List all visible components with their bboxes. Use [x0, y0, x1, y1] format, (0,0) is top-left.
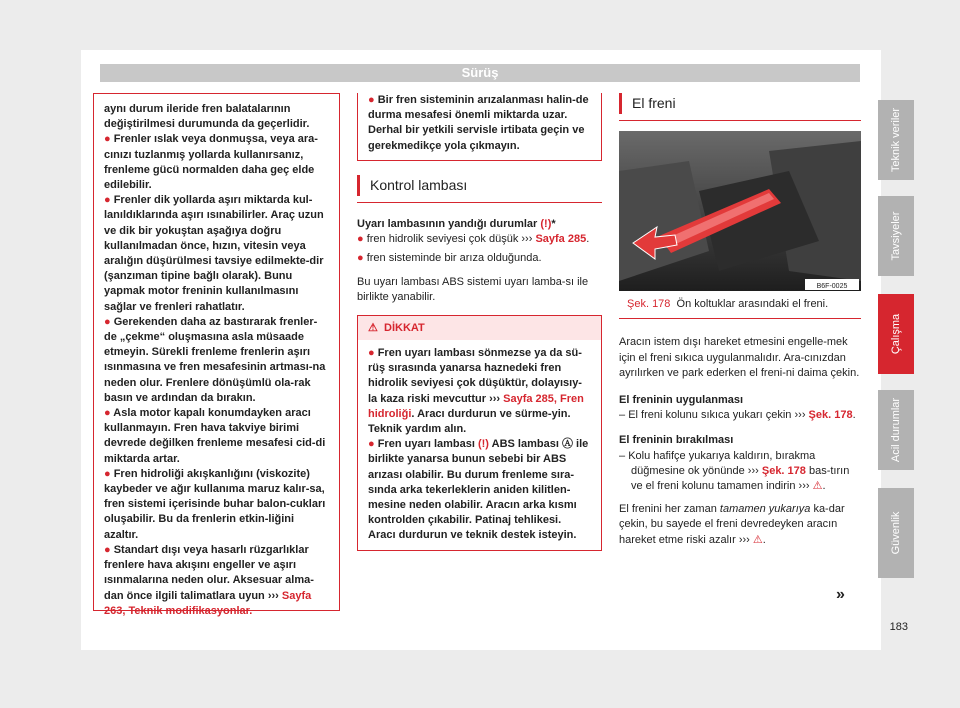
- warning-triangle-icon: ⚠: [752, 533, 763, 546]
- page-link[interactable]: Sayfa 285: [535, 233, 587, 246]
- warning-continued-box: [357, 93, 602, 161]
- brake-warning-icon: (!): [540, 218, 552, 231]
- list-item: ● Frenler dik yollarda aşırı miktarda kul-lanıldıklarında aşırı ısınabilirler. Araç uzun ve dik bir yokuştan aşağıya doğru kullanılmadan önce, hızın, vitesin veya aralığın düşürülmesi tavsiye edilmekte-dir (şanzıman tipine bağlı olarak). Bunu yapmak motor freninin kullanılmasını sağlar ve frenleri rahatlatır.: [104, 194, 324, 313]
- list-item: ● fren hidrolik seviyesi çok düşük ››› Sayfa 285.: [357, 233, 590, 246]
- tab-acil-durumlar[interactable]: Acil durumlar: [878, 390, 914, 470]
- list-item: – El freni kolunu sıkıca yukarı çekin ››› Şek. 178.: [619, 409, 856, 422]
- list-item: ● Bir fren sisteminin arızalanması halin-de durma mesafesi önemli miktarda uzar. Derhal bir yetkili servisle irtibata geçin ve gerekmedikçe yola çıkmayın.: [368, 94, 589, 152]
- subheading: El freninin bırakılması: [619, 434, 734, 447]
- brake-warning-icon: (!): [477, 438, 489, 451]
- paragraph: Aracın istem dışı hareket etmesini engelle-mek için el freni sıkıca uygulanmalıdır. Ara-cınızdan ayrılırken ve park ederken el freni-ni daima çekin.: [619, 336, 860, 379]
- section-title: Kontrol lambası: [357, 175, 602, 196]
- figure-link[interactable]: Şek. 178: [808, 409, 853, 422]
- list-item: ● Fren hidroliği akışkanlığını (viskozite) kaybeder ve ağır kullanıma maruz kalır-sa, fren sistemi içerisinde buhar balon-cukları oluşabilir. Bu da frenlerin etkin-liğini azaltır.: [104, 467, 326, 541]
- figure-caption: Şek. 178 Ön koltuklar arasındaki el freni.: [619, 291, 861, 319]
- intro-text: aynı durum ileride fren balatalarının değiştirilmesi durumunda da geçerlidir.: [104, 103, 310, 131]
- subheading: Uyarı lambasının yandığı durumlar (!)*: [357, 218, 556, 231]
- paragraph: El frenini her zaman tamamen yukarıya ka-dar çekin, bu sayede el freni devredeyken aracın hareket etme riski azalır ››› ⚠.: [619, 503, 845, 546]
- page-header: Sürüş: [100, 64, 860, 82]
- list-item: – Kolu hafifçe yukarıya kaldırın, bırakma düğmesine ok yönünde ››› Şek. 178 bas-tırın ve el freni kolunu tamamen indirin ››› ⚠.: [619, 449, 850, 493]
- page-number: 183: [889, 621, 908, 633]
- paragraph: Bu uyarı lambası ABS sistemi uyarı lamba-sı ile birlikte yanabilir.: [357, 275, 589, 303]
- page-link[interactable]: Sayfa 263, Teknik modifikasyonlar.: [104, 589, 312, 617]
- handbrake-illustration: [619, 131, 861, 291]
- section-title: El freni: [619, 93, 861, 114]
- warning-triangle-icon: ⚠: [812, 480, 823, 493]
- list-item: ● Fren uyarı lambası (!) ABS lambası Ⓐ ile birlikte yanarsa bunun sebebi bir ABS arızası olabilir. Bu durum frenleme sıra-sında arka tekerleklerin aniden kilitlen-mesine neden olabilir. Aracın arka kısmı kontrolden çıkabilir. Patinaj tehlikesi. Aracı durdurun ve teknik destek isteyin.: [368, 438, 589, 542]
- tab-guvenlik[interactable]: Güvenlik: [878, 488, 914, 578]
- list-item: ● Gerekenden daha az bastırarak frenler-de „çekme“ oluşmasına asla müsaade etmeyin. Sürekli frenleme frenlerin aşırı ısınmasına ve fren mesafesinin artması-na neden olur. Frenlere dönüşümlü ola-rak basın ve ardından da bırakın.: [104, 315, 326, 404]
- handbrake-photo: [619, 131, 861, 291]
- list-item: ● Frenler ıslak veya donmuşsa, veya ara-cınızı tuzlanmış yollarda kullanırsanız, frenleme gücü normalden daha geç elde edilebilir.: [104, 133, 318, 192]
- warning-box: [357, 315, 602, 551]
- warning-continued-box: [93, 93, 340, 617]
- warning-header: ⚠ DİKKAT: [358, 316, 601, 340]
- subheading: El freninin uygulanması: [619, 394, 744, 407]
- list-item: ● Standart dışı veya hasarlı rüzgarlıklar frenlere hava akışını engeller ve aşırı ısınmalarına neden olur. Aksesuar alma-dan önce ilgili talimatlara uyun ››› Sayfa 263, Teknik modifikasyonlar.: [104, 543, 314, 617]
- list-item: ● Asla motor kapalı konumdayken aracı kullanmayın. Fren hava takviye birimi devrede değilken frenleme mesafesi cid-di miktarda artar.: [104, 407, 326, 465]
- figure-link[interactable]: Şek. 178: [761, 464, 806, 477]
- warning-triangle-icon: ⚠: [368, 322, 378, 335]
- list-item: ● Fren uyarı lambası sönmezse ya da sü-rüş sırasında yanarsa haznedeki fren hidrolik seviyesi çok düşüktür, dolayısıy-la kaza riski mevcuttur ››› Sayfa 285, Fren hidroliği. Aracı durdurun ve sürme-yin. Teknik yardım alın.: [368, 347, 584, 436]
- continue-arrow-icon: »: [836, 586, 845, 603]
- tab-teknik-veriler[interactable]: Teknik veriler: [878, 100, 914, 180]
- tab-tavsiyeler[interactable]: Tavsiyeler: [878, 196, 914, 276]
- photo-code: B6F-0025: [816, 283, 848, 291]
- abs-icon: Ⓐ: [561, 438, 573, 451]
- list-item: ● fren sisteminde bir arıza olduğunda.: [357, 252, 542, 265]
- page-link[interactable]: Sayfa 285, Fren hidroliği: [368, 392, 584, 420]
- tab-calisma[interactable]: Çalışma: [878, 294, 914, 374]
